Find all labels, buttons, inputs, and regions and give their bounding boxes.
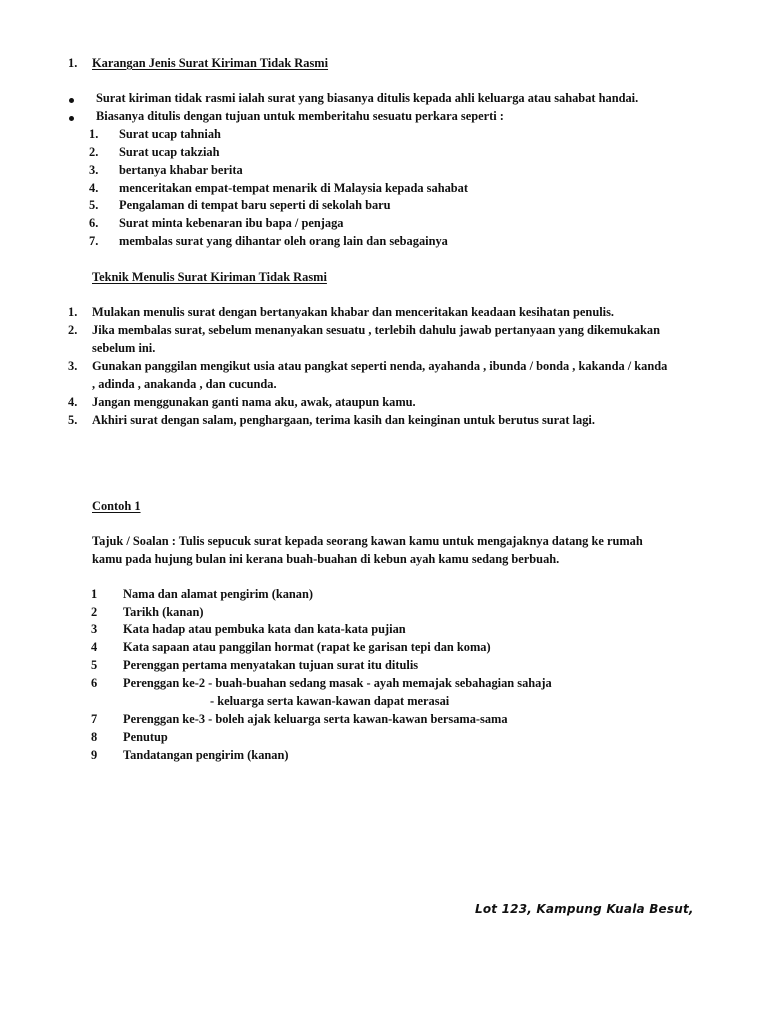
step-number: 8 (91, 730, 98, 744)
list-item: membalas surat yang dihantar oleh orang lain dan sebagainya (119, 234, 448, 248)
step-text: Tandatangan pengirim (kanan) (123, 748, 289, 762)
step-number: 9 (91, 748, 98, 762)
list-item-number: 7. (89, 234, 99, 248)
list-item-number: 2. (68, 323, 78, 337)
step-number: 6 (91, 676, 98, 690)
step-number: 5 (91, 658, 98, 672)
list-item: Surat ucap tahniah (119, 127, 221, 141)
list-item: Akhiri surat dengan salam, penghargaan, terima kasih dan keinginan untuk berutus surat lagi. (92, 413, 595, 427)
list-item: Surat ucap takziah (119, 145, 220, 159)
list-item-number: 4. (68, 395, 78, 409)
step-number: 4 (91, 640, 98, 654)
step-text: Nama dan alamat pengirim (kanan) (123, 587, 314, 601)
list-item-number: 3. (68, 359, 78, 373)
list-item-continuation: , adinda , anakanda , dan cucunda. (92, 377, 277, 391)
list-item-number: 4. (89, 181, 99, 195)
list-item: Jangan menggunakan ganti nama aku, awak, ataupun kamu. (92, 395, 416, 409)
list-item: Surat minta kebenaran ibu bapa / penjaga (119, 216, 344, 230)
step-text-continuation: - keluarga serta kawan-kawan dapat merasai (210, 694, 450, 708)
list-item-number: 5. (68, 413, 78, 427)
step-number: 3 (91, 622, 98, 636)
step-text: Perenggan pertama menyatakan tujuan surat itu ditulis (123, 658, 419, 672)
step-text: Kata hadap atau pembuka kata dan kata-kata pujian (123, 622, 406, 636)
bullet-icon (69, 116, 74, 121)
list-item: Mulakan menulis surat dengan bertanyakan khabar dan menceritakan keadaan kesihatan penulis. (92, 305, 615, 319)
section1-number: 1. (68, 56, 78, 70)
list-item: Jika membalas surat, sebelum menanyakan sesuatu , terlebih dahulu jawab pertanyaan yang dikemukakan (92, 323, 661, 337)
list-item-number: 5. (89, 198, 99, 212)
list-item: Pengalaman di tempat baru seperti di sekolah baru (119, 198, 391, 212)
list-item-number: 6. (89, 216, 99, 230)
section2-title: Teknik Menulis Surat Kiriman Tidak Rasmi (92, 270, 327, 284)
step-text: Kata sapaan atau panggilan hormat (rapat ke garisan tepi dan koma) (123, 640, 491, 654)
sender-address: Lot 123, Kampung Kuala Besut, (475, 902, 694, 916)
list-item-number: 2. (89, 145, 99, 159)
list-item-number: 1. (89, 127, 99, 141)
list-item: Gunakan panggilan mengikut usia atau pangkat seperti nenda, ayahanda , ibunda / bonda , kakanda / kanda (92, 359, 668, 373)
list-item-number: 3. (89, 163, 99, 177)
step-text: Perenggan ke-3 - boleh ajak keluarga serta kawan-kawan bersama-sama (123, 712, 508, 726)
step-number: 2 (91, 605, 98, 619)
example-title: Contoh 1 (92, 499, 141, 513)
step-text: Penutup (123, 730, 168, 744)
list-item-continuation: sebelum ini. (92, 341, 156, 355)
list-item-number: 1. (68, 305, 78, 319)
step-number: 7 (91, 712, 98, 726)
step-text: Perenggan ke-2 - buah-buahan sedang masak - ayah memajak sebahagian sahaja (123, 676, 552, 690)
example-question-continuation: kamu pada hujung bulan ini kerana buah-buahan di kebun ayah kamu sedang berbuah. (92, 552, 560, 566)
example-question: Tajuk / Soalan : Tulis sepucuk surat kepada seorang kawan kamu untuk mengajaknya datang ke rumah (92, 534, 643, 548)
section1-title: Karangan Jenis Surat Kiriman Tidak Rasmi (92, 56, 329, 70)
list-item: menceritakan empat-tempat menarik di Malaysia kepada sahabat (119, 181, 468, 195)
bullet-text: Surat kiriman tidak rasmi ialah surat yang biasanya ditulis kepada ahli keluarga atau sahabat handai. (96, 91, 639, 105)
bullet-text: Biasanya ditulis dengan tujuan untuk memberitahu sesuatu perkara seperti : (96, 109, 504, 123)
bullet-icon (69, 98, 74, 103)
list-item: bertanya khabar berita (119, 163, 243, 177)
step-number: 1 (91, 587, 98, 601)
step-text: Tarikh (kanan) (123, 605, 204, 619)
